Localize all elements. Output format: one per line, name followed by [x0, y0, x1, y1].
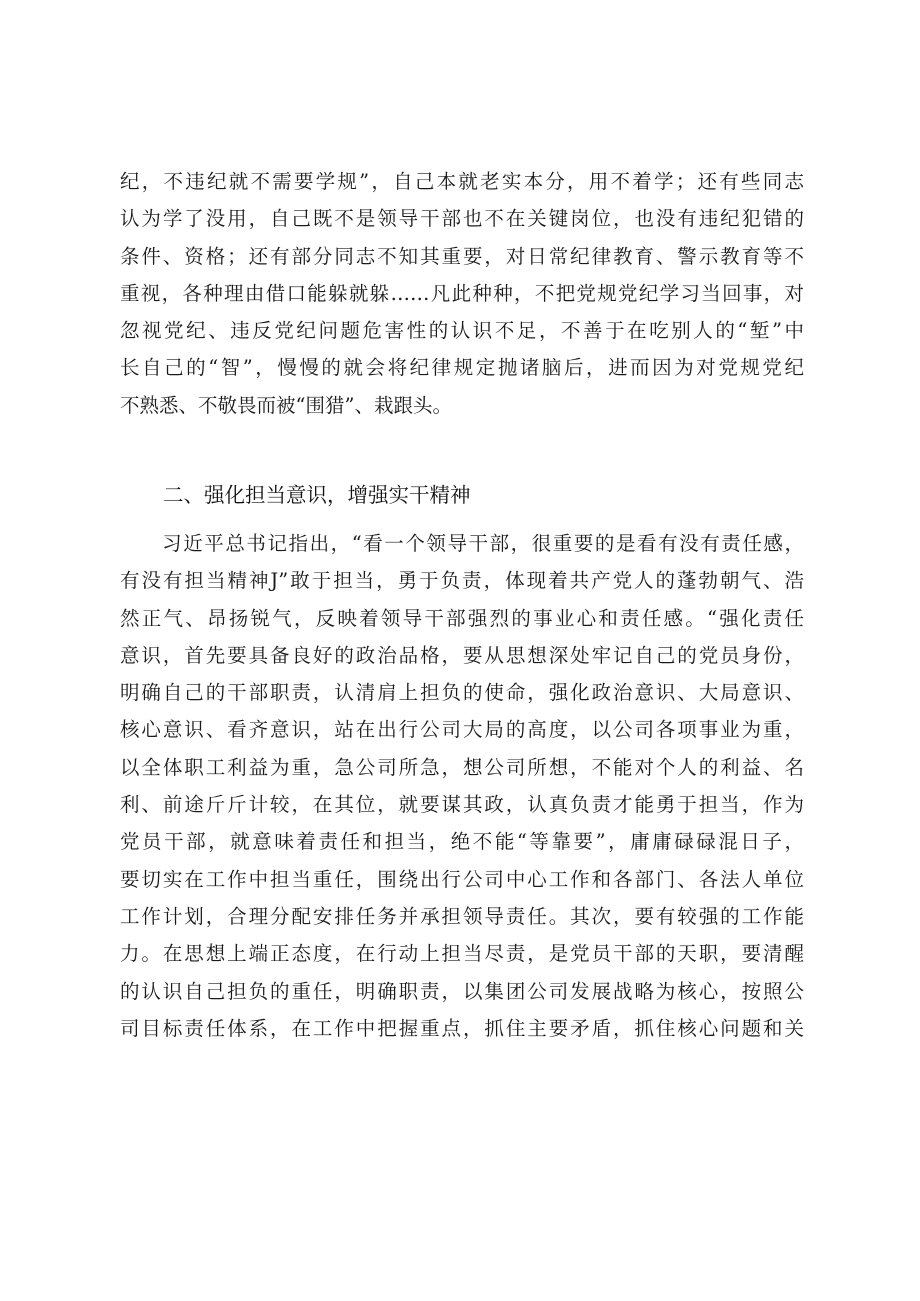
paragraph-line: 明确自己的干部职责，认清肩上担负的使命，强化政治意识、大局意识、 — [120, 681, 804, 705]
paragraph-line: 忽视党纪、违反党纪问题危害性的认识不足，不善于在吃别人的“堑”中 — [120, 319, 804, 343]
paragraph-line: 力。在思想上端正态度，在行动上担当尽责，是党员干部的天职，要清醒 — [120, 942, 804, 966]
paragraph-line: 纪，不违纪就不需要学规”，自己本就老实本分，用不着学；还有些同志 — [120, 170, 804, 193]
section-heading: 二、强化担当意识，增强实干精神 — [163, 483, 471, 507]
paragraph-line: 司目标责任体系，在工作中把握重点，抓住主要矛盾，抓住核心问题和关 — [120, 1016, 804, 1040]
paragraph-line: 利、前途斤斤计较，在其位，就要谋其政，认真负责才能勇于担当，作为 — [120, 793, 804, 817]
paragraph-line: 核心意识、看齐意识，站在出行公司大局的高度，以公司各项事业为重， — [120, 718, 804, 742]
paragraph-line: 的认识自己担负的重任，明确职责，以集团公司发展战略为核心，按照公 — [120, 979, 804, 1003]
paragraph-line: 意识，首先要具备良好的政治品格，要从思想深处牢记自己的党员身份， — [120, 643, 804, 667]
paragraph-line: 有没有担当精神J”敢于担当，勇于负责，体现着共产党人的蓬勃朝气、浩 — [120, 569, 804, 593]
paragraph-line: 党员干部，就意味着责任和担当，绝不能“等靠要”，庸庸碌碌混日子， — [120, 830, 804, 854]
paragraph-line: 不熟悉、不敬畏而被“围猎”、栽跟头。 — [120, 393, 452, 417]
paragraph-line: 条件、资格；还有部分同志不知其重要，对日常纪律教育、警示教育等不 — [120, 244, 804, 268]
paragraph-line: 然正气、昂扬锐气，反映着领导干部强烈的事业心和责任感。“强化责任 — [120, 606, 804, 630]
paragraph-1 — [120, 163, 804, 424]
paragraph-line: 长自己的“智”，慢慢的就会将纪律规定抛诸脑后，进而因为对党规党纪 — [120, 356, 804, 380]
paragraph-line: 重视，各种理由借口能躲就躲……凡此种种，不把党规党纪学习当回事，对 — [120, 281, 804, 305]
paragraph-line: 要切实在工作中担当重任，围绕出行公司中心工作和各部门、各法人单位 — [120, 867, 804, 891]
paragraph-line: 习近平总书记指出，“看一个领导干部，很重要的是看有没有责任感， — [120, 532, 804, 555]
paragraph-line: 工作计划，合理分配安排任务并承担领导责任。其次，要有较强的工作能 — [120, 904, 804, 928]
paragraph-line: 以全体职工利益为重，急公司所急，想公司所想，不能对个人的利益、名 — [120, 755, 804, 779]
paragraph-line: 认为学了没用，自己既不是领导干部也不在关键岗位，也没有违纪犯错的 — [120, 207, 804, 231]
paragraph-2 — [120, 525, 804, 1047]
